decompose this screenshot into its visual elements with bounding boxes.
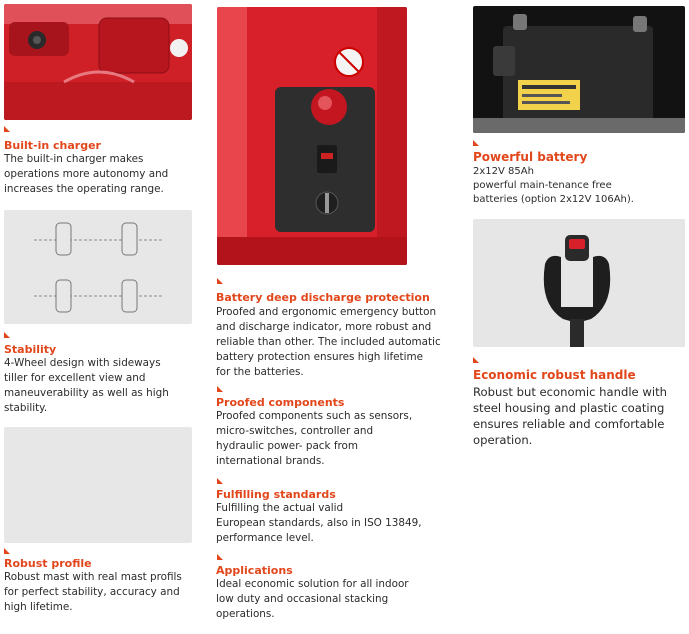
handle-image <box>473 219 685 347</box>
battery-illustration <box>473 6 685 133</box>
battery-title: Powerful battery <box>473 150 588 164</box>
text-line: for the batteries. <box>216 366 304 378</box>
battery-protection-title: Battery deep discharge protection <box>216 291 430 304</box>
text-line: Fulfilling the actual valid <box>216 502 344 514</box>
stability-title: Stability <box>4 343 57 356</box>
standards-text <box>216 501 476 546</box>
text-line: Ideal economic solution for all indoor <box>216 578 409 590</box>
text-line: steel housing and plastic coating <box>473 401 665 415</box>
text-line: Robust but economic handle with <box>473 385 667 399</box>
section-marker <box>217 278 223 284</box>
wheel-layout-diagram <box>4 210 192 324</box>
text-line: 2x12V 85Ah <box>473 166 534 177</box>
text-line: low duty and occasional stacking <box>216 593 389 605</box>
section-marker <box>4 548 10 554</box>
text-line: and discharge indicator, more robust and <box>216 321 432 333</box>
section-marker <box>473 140 479 146</box>
text-line: high lifetime. <box>4 601 73 613</box>
text-line: battery protection ensures high lifetime <box>216 351 423 363</box>
components-title: Proofed components <box>216 396 345 409</box>
charger-illustration <box>4 4 192 120</box>
section-marker <box>4 126 10 132</box>
text-line: European standards, also in ISO 13849, <box>216 517 422 529</box>
text-line: increases the operating range. <box>4 183 164 195</box>
stability-text <box>4 356 194 416</box>
battery-text <box>473 165 688 207</box>
text-line: operation. <box>473 433 533 447</box>
battery-protection-text <box>216 305 476 380</box>
text-line: international brands. <box>216 455 325 467</box>
components-text <box>216 409 476 469</box>
section-marker <box>217 554 223 560</box>
section-marker <box>473 357 479 363</box>
text-line: maneuverability as well as high <box>4 387 169 399</box>
text-line: Robust mast with real mast profils <box>4 571 182 583</box>
text-line: performance level. <box>216 532 314 544</box>
control-panel-illustration <box>217 7 407 265</box>
text-line: reliable than other. The included automatic <box>216 336 441 348</box>
text-line: Proofed components such as sensors, <box>216 410 413 422</box>
text-line: The built-in charger makes <box>4 153 144 165</box>
standards-title: Fulfilling standards <box>216 488 336 501</box>
text-line: 4-Wheel design with sideways <box>4 357 161 369</box>
charger-image <box>4 4 192 120</box>
section-marker <box>4 332 10 338</box>
charger-title: Built-in charger <box>4 139 101 152</box>
section-marker <box>217 478 223 484</box>
stability-diagram <box>4 210 192 324</box>
text-line: for perfect stability, accuracy and <box>4 586 180 598</box>
text-line: micro-switches, controller and <box>216 425 374 437</box>
handle-title: Economic robust handle <box>473 368 636 382</box>
profile-image <box>4 427 192 543</box>
charger-text <box>4 152 194 197</box>
handle-text <box>473 384 688 448</box>
profile-text <box>4 570 204 615</box>
section-marker <box>217 386 223 392</box>
battery-image <box>473 6 685 133</box>
text-line: batteries (option 2x12V 106Ah). <box>473 194 634 205</box>
text-line: operations. <box>216 608 275 620</box>
text-line: operations more autonomy and <box>4 168 169 180</box>
applications-text <box>216 577 476 622</box>
profile-title: Robust profile <box>4 557 92 570</box>
text-line: stability. <box>4 402 48 414</box>
text-line: tiller for excellent view and <box>4 372 146 384</box>
handle-illustration <box>473 219 685 347</box>
applications-title: Applications <box>216 564 293 577</box>
text-line: ensures reliable and comfortable <box>473 417 665 431</box>
text-line: powerful main-tenance free <box>473 180 612 191</box>
text-line: hydraulic power- pack from <box>216 440 359 452</box>
control-panel-image <box>217 7 407 265</box>
text-line: Proofed and ergonomic emergency button <box>216 306 437 318</box>
